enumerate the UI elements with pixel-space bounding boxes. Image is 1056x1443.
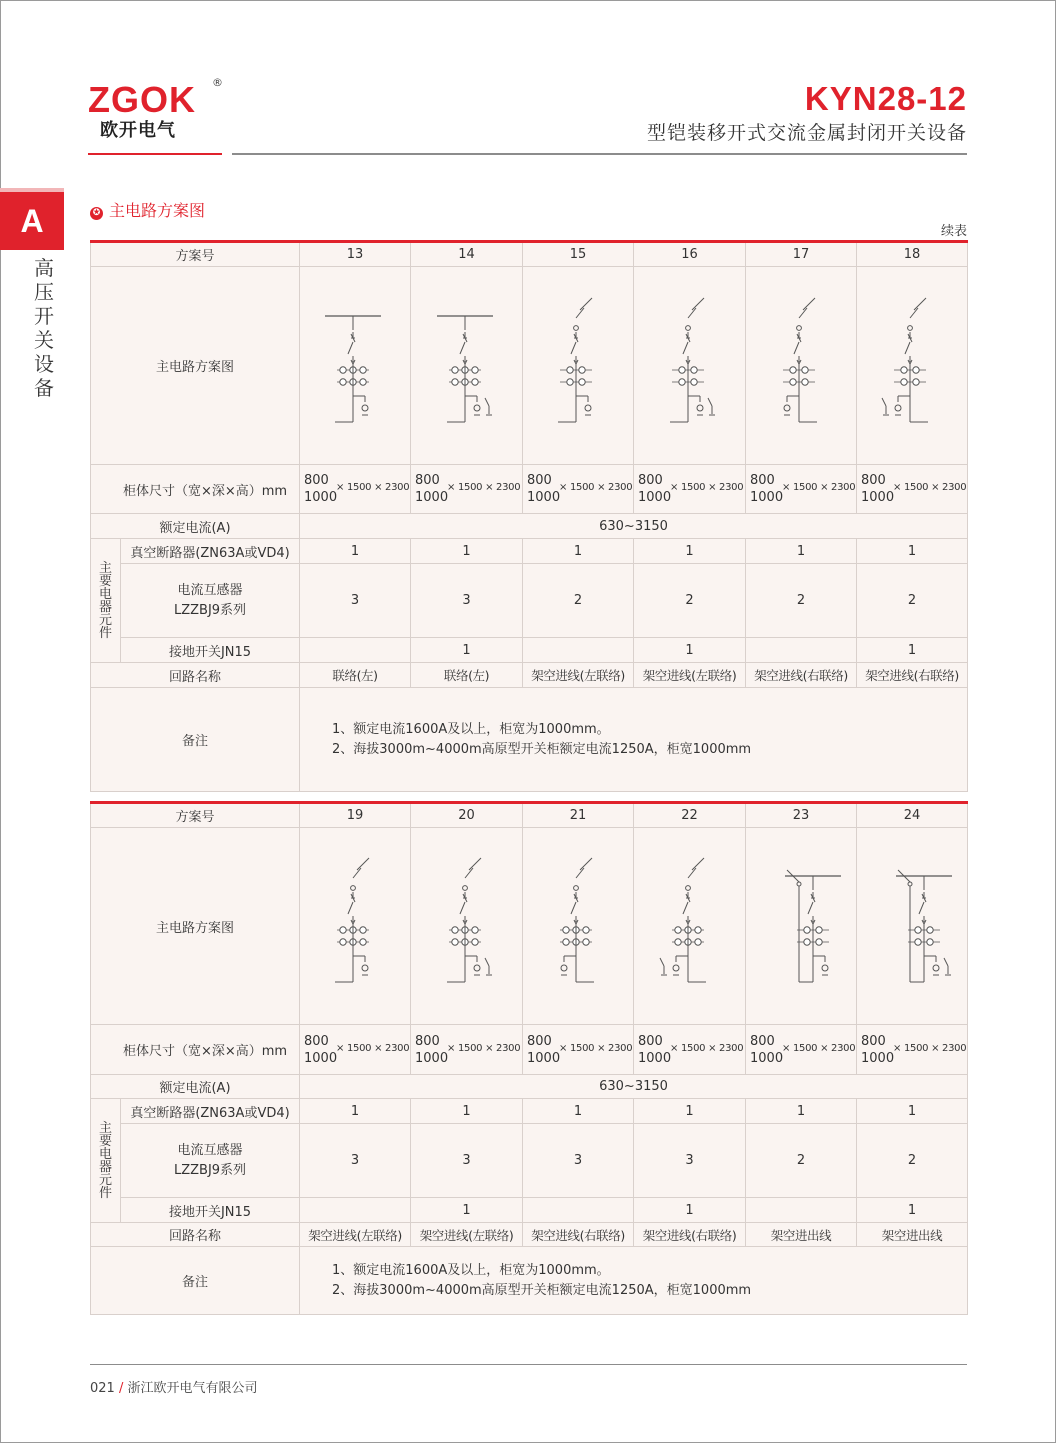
- dimension-cell: [634, 1025, 746, 1075]
- breaker-qty: 1: [411, 539, 523, 564]
- circuit-name-label: 回路名称: [91, 1223, 300, 1247]
- diagram-cell: [523, 267, 634, 465]
- ct-qty: 3: [634, 1124, 746, 1198]
- dimension-cell: [746, 1025, 857, 1075]
- dimension-cell: [523, 1025, 634, 1075]
- width-1: 800: [861, 473, 886, 488]
- earthing-qty: 1: [634, 638, 746, 663]
- depth-height: × 1500 × 2300: [782, 482, 856, 493]
- scheme-no-label: 方案号: [91, 803, 300, 828]
- circuit-diagram: [528, 286, 628, 446]
- scheme-table-2: [90, 801, 968, 1315]
- footer: [90, 1377, 258, 1396]
- circuit-name: 架空进线(左联络): [411, 1223, 523, 1247]
- earthing-qty: [300, 1198, 411, 1223]
- rated-current-label: 额定电流(A): [91, 514, 300, 539]
- width-2: 1000: [638, 490, 672, 505]
- width-2: 1000: [527, 490, 561, 505]
- page-number: 021: [90, 1381, 115, 1396]
- ct-qty: 2: [523, 564, 634, 638]
- ct-qty: 2: [857, 1124, 968, 1198]
- breaker-label: 真空断路器(ZN63A或VD4): [121, 539, 300, 564]
- remark-text: [300, 1247, 968, 1315]
- breaker-qty: 1: [523, 539, 634, 564]
- width-1: 800: [527, 473, 552, 488]
- circuit-diagram: [862, 286, 962, 446]
- ct-label-line1: 电流互感器: [177, 1142, 243, 1158]
- circuit-name: 架空进线(右联络): [634, 1223, 746, 1247]
- width-2: 1000: [638, 1050, 672, 1066]
- company-name: 浙江欧开电气有限公司: [127, 1381, 258, 1396]
- circuit-diagram: [417, 846, 517, 1006]
- depth-height: × 1500 × 2300: [782, 1042, 856, 1054]
- remark-line-1: 1、额定电流1600A及以上，柜宽为1000mm。: [332, 721, 610, 737]
- width-2: 1000: [861, 490, 895, 505]
- breaker-qty: 1: [746, 539, 857, 564]
- width-1: 800: [750, 473, 775, 488]
- diagram-cell: [857, 267, 968, 465]
- earthing-label: 接地开关JN15: [121, 638, 300, 663]
- depth-height: × 1500 × 2300: [893, 482, 967, 493]
- remark-line-1: 1、额定电流1600A及以上，柜宽为1000mm。: [332, 1262, 610, 1278]
- circuit-diagram: [640, 846, 740, 1006]
- company-logo: [88, 76, 228, 142]
- circuit-name: 架空进线(左联络): [523, 663, 634, 688]
- circuit-diagram: [417, 286, 517, 446]
- depth-height: × 1500 × 2300: [336, 482, 410, 493]
- width-1: 800: [415, 473, 440, 488]
- ct-label: [121, 564, 300, 638]
- dimension-cell: [857, 465, 968, 514]
- diagram-cell: [300, 267, 411, 465]
- width-2: 1000: [861, 1050, 895, 1066]
- diagram-cell: [857, 828, 968, 1025]
- width-1: 800: [750, 1033, 775, 1049]
- breaker-qty: 1: [857, 1099, 968, 1124]
- header-rule-gray: [232, 153, 967, 155]
- ct-qty: 3: [411, 1124, 523, 1198]
- diagram-cell: [746, 828, 857, 1025]
- section-title: [90, 198, 205, 221]
- earthing-qty: [300, 638, 411, 663]
- model-number: KYN28-12: [804, 80, 967, 117]
- scheme-no: 21: [523, 803, 634, 828]
- circuit-diagram: [751, 286, 851, 446]
- category-label: 高压开关设备: [34, 256, 54, 400]
- depth-height: × 1500 × 2300: [670, 1042, 744, 1054]
- earthing-label: 接地开关JN15: [121, 1198, 300, 1223]
- circuit-name: 架空进线(右联络): [857, 663, 968, 688]
- depth-height: × 1500 × 2300: [447, 482, 521, 493]
- rated-current-value: 630~3150: [300, 1075, 968, 1099]
- scheme-no-label: 方案号: [91, 242, 300, 267]
- earthing-qty: [746, 1198, 857, 1223]
- circuit-name: 架空进出线: [857, 1223, 968, 1247]
- width-2: 1000: [304, 1050, 338, 1066]
- dimension-cell: [300, 1025, 411, 1075]
- earthing-qty: 1: [411, 1198, 523, 1223]
- circuit-name: 架空进线(右联络): [746, 663, 857, 688]
- circuit-name: 架空进线(右联络): [523, 1223, 634, 1247]
- breaker-qty: 1: [746, 1099, 857, 1124]
- circuit-name-label: 回路名称: [91, 663, 300, 688]
- circuit-name: 联络(左): [300, 663, 411, 688]
- diagram-cell: [300, 828, 411, 1025]
- scheme-no: 16: [634, 242, 746, 267]
- breaker-qty: 1: [300, 539, 411, 564]
- remark-label: 备注: [91, 688, 300, 792]
- width-2: 1000: [750, 490, 784, 505]
- depth-height: × 1500 × 2300: [447, 1042, 521, 1054]
- dimension-cell: [746, 465, 857, 514]
- logo-subtitle: 欧开电气: [100, 120, 176, 141]
- scheme-no: 19: [300, 803, 411, 828]
- circuit-diagram: [751, 846, 851, 1006]
- scheme-no: 23: [746, 803, 857, 828]
- breaker-qty: 1: [523, 1099, 634, 1124]
- remark-line-2: 2、海拔3000m~4000m高原型开关柜额定电流1250A，柜宽1000mm: [332, 741, 752, 757]
- dimension-cell: [523, 465, 634, 514]
- diagram-label: 主电路方案图: [91, 828, 300, 1025]
- breaker-label: 真空断路器(ZN63A或VD4): [121, 1099, 300, 1124]
- earthing-qty: [523, 1198, 634, 1223]
- circuit-diagram: [305, 846, 405, 1006]
- circuit-name: 架空进出线: [746, 1223, 857, 1247]
- section-title-text: 主电路方案图: [109, 201, 206, 220]
- width-2: 1000: [415, 1050, 449, 1066]
- logo-text: ZGOK: [88, 79, 196, 120]
- ct-qty: 2: [746, 1124, 857, 1198]
- earthing-qty: [523, 638, 634, 663]
- width-1: 800: [415, 1033, 440, 1049]
- remark-line-2: 2、海拔3000m~4000m高原型开关柜额定电流1250A，柜宽1000mm: [332, 1282, 752, 1298]
- circuit-diagram: [305, 286, 405, 446]
- width-2: 1000: [304, 490, 338, 505]
- earthing-qty: 1: [857, 1198, 968, 1223]
- earthing-qty: 1: [411, 638, 523, 663]
- ct-qty: 2: [634, 564, 746, 638]
- diagram-label: 主电路方案图: [91, 267, 300, 465]
- width-1: 800: [638, 473, 663, 488]
- main-components-label: [91, 1099, 121, 1223]
- dimension-cell: [300, 465, 411, 514]
- ct-qty: 2: [746, 564, 857, 638]
- main-components-label: [91, 539, 121, 663]
- width-1: 800: [304, 473, 329, 488]
- ct-qty: 3: [411, 564, 523, 638]
- section-tab: A: [0, 188, 64, 250]
- depth-height: × 1500 × 2300: [670, 482, 744, 493]
- circuit-name: 架空进线(左联络): [300, 1223, 411, 1247]
- scheme-no: 20: [411, 803, 523, 828]
- header-rule-red: [88, 153, 222, 155]
- diagram-cell: [634, 267, 746, 465]
- breaker-qty: 1: [300, 1099, 411, 1124]
- depth-height: × 1500 × 2300: [559, 482, 633, 493]
- dimension-cell: [411, 465, 523, 514]
- breaker-qty: 1: [857, 539, 968, 564]
- ct-label: [121, 1124, 300, 1198]
- dimension-cell: [857, 1025, 968, 1075]
- remark-text: [300, 688, 968, 792]
- circuit-name: 架空进线(左联络): [634, 663, 746, 688]
- ct-qty: 3: [523, 1124, 634, 1198]
- width-1: 800: [861, 1033, 886, 1049]
- registered-mark: ®: [212, 76, 223, 89]
- breaker-qty: 1: [634, 1099, 746, 1124]
- footer-rule: [90, 1364, 967, 1365]
- width-1: 800: [304, 1033, 329, 1049]
- ct-label-line2: LZZBJ9系列: [173, 1162, 247, 1178]
- ct-qty: 2: [857, 564, 968, 638]
- diagram-cell: [746, 267, 857, 465]
- earthing-qty: [746, 638, 857, 663]
- footer-separator: /: [118, 1381, 124, 1396]
- ct-label-line2: LZZBJ9系列: [173, 602, 247, 618]
- ct-qty: 3: [300, 564, 411, 638]
- depth-height: × 1500 × 2300: [559, 1042, 633, 1054]
- continued-label: 续表: [940, 224, 967, 239]
- circuit-diagram: [640, 286, 740, 446]
- circuit-name: 联络(左): [411, 663, 523, 688]
- dimension-cell: [634, 465, 746, 514]
- width-2: 1000: [415, 490, 449, 505]
- main-components-text: 主要电器元件: [99, 560, 113, 641]
- diagram-cell: [411, 828, 523, 1025]
- dimension-label: 柜体尺寸（宽×深×高）mm: [91, 465, 300, 514]
- diagram-cell: [634, 828, 746, 1025]
- diagram-cell: [411, 267, 523, 465]
- depth-height: × 1500 × 2300: [336, 1042, 410, 1054]
- width-2: 1000: [750, 1050, 784, 1066]
- circuit-diagram: [528, 846, 628, 1006]
- scheme-no: 15: [523, 242, 634, 267]
- width-1: 800: [527, 1033, 552, 1049]
- breaker-qty: 1: [411, 1099, 523, 1124]
- earthing-qty: 1: [634, 1198, 746, 1223]
- remark-label: 备注: [91, 1247, 300, 1315]
- scheme-table-1: [90, 240, 968, 792]
- scheme-no: 24: [857, 803, 968, 828]
- scheme-no: 18: [857, 242, 968, 267]
- ct-label-line1: 电流互感器: [177, 582, 243, 598]
- earthing-qty: 1: [857, 638, 968, 663]
- star-icon: ✪: [90, 207, 103, 220]
- diagram-cell: [523, 828, 634, 1025]
- rated-current-label: 额定电流(A): [91, 1075, 300, 1099]
- scheme-no: 22: [634, 803, 746, 828]
- product-subtitle: 型铠装移开式交流金属封闭开关设备: [646, 122, 967, 144]
- main-components-text: 主要电器元件: [99, 1120, 113, 1201]
- scheme-no: 14: [411, 242, 523, 267]
- breaker-qty: 1: [634, 539, 746, 564]
- depth-height: × 1500 × 2300: [893, 1042, 967, 1054]
- width-2: 1000: [527, 1050, 561, 1066]
- width-1: 800: [638, 1033, 663, 1049]
- scheme-no: 13: [300, 242, 411, 267]
- circuit-diagram: [862, 846, 962, 1006]
- rated-current-value: 630~3150: [300, 514, 968, 539]
- ct-qty: 3: [300, 1124, 411, 1198]
- scheme-no: 17: [746, 242, 857, 267]
- dimension-label: 柜体尺寸（宽×深×高）mm: [91, 1025, 300, 1075]
- dimension-cell: [411, 1025, 523, 1075]
